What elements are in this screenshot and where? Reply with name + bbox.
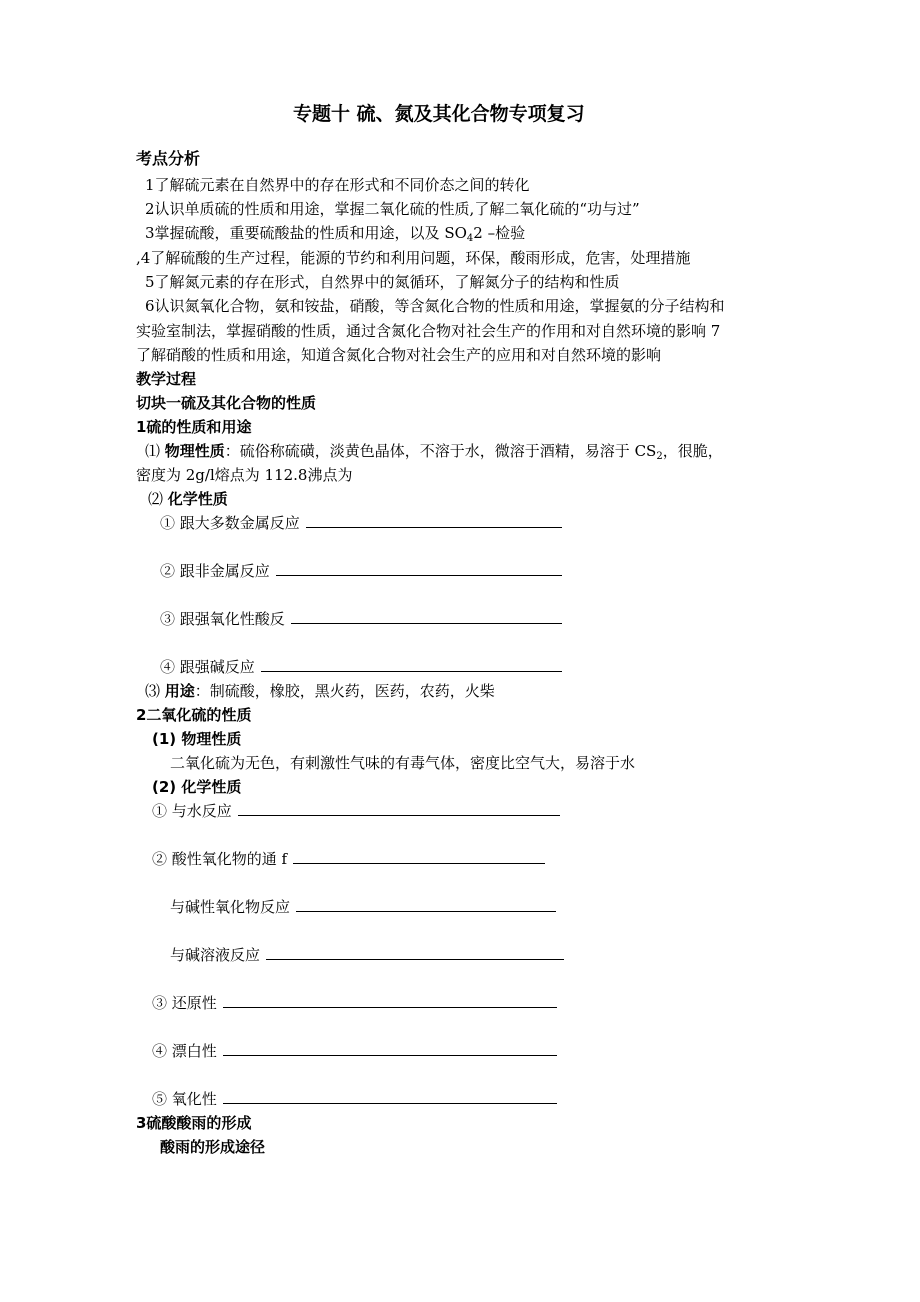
sulfur-uses-label: ⑶ — [145, 682, 165, 700]
exam-point-2: 2认识单质硫的性质和用途，掌握二氧化硫的性质,了解二氧化硫的“功与过” — [145, 200, 640, 218]
so2-chem-item-4-label: ④ 漂白性 — [152, 1042, 217, 1060]
sulfur-uses-heading: 用途 — [164, 682, 195, 700]
answer-blank[interactable] — [296, 897, 556, 912]
exam-point-3-text: 3掌握硫酸，重要硫酸盐的性质和用途，以及 SO — [145, 224, 467, 242]
so2-chem-item-1 — [152, 801, 560, 821]
so2-chem-item-2 — [152, 849, 545, 869]
answer-blank[interactable] — [276, 561, 562, 576]
block-title: 切块一硫及其化合物的性质 — [136, 394, 317, 412]
exam-point-3-sub: 4 — [466, 233, 474, 244]
sulfur-physical-label: ⑴ — [145, 442, 165, 460]
sulfur-uses-line — [145, 681, 495, 701]
exam-point-5: 5了解氮元素的存在形式，自然界中的氮循环，了解氮分子的结构和性质 — [145, 273, 620, 291]
answer-blank[interactable] — [266, 945, 564, 960]
answer-blank[interactable] — [291, 609, 562, 624]
so2-chem-item-5 — [152, 1089, 557, 1109]
sulfur-physical-line — [145, 441, 723, 461]
answer-blank[interactable] — [223, 993, 557, 1008]
exam-point-3-tail: 2 –检验 — [473, 224, 526, 242]
sulfur-uses-text: ：制硫酸，橡胶，黑火药，医药，农药，火柴 — [194, 682, 495, 700]
sulfur-chem-item-3 — [160, 609, 562, 629]
page-title: 专题十 硫、氮及其化合物专项复习 — [293, 103, 585, 125]
exam-point-3 — [145, 223, 525, 243]
so2-chem-item-2-label: ② 酸性氧化物的通 f — [152, 850, 288, 868]
section-1-title: 1硫的性质和用途 — [136, 418, 252, 436]
section-3-title: 3硫酸酸雨的形成 — [136, 1114, 252, 1132]
so2-chem-item-2a-label: 与碱性氧化物反应 — [170, 898, 291, 916]
sulfur-physical-line-2: 密度为 2g/l熔点为 112.8沸点为 — [136, 466, 353, 484]
answer-blank[interactable] — [223, 1089, 557, 1104]
answer-blank[interactable] — [223, 1041, 557, 1056]
sulfur-chemical-heading: 化学性质 — [167, 490, 228, 508]
sulfur-chem-item-2 — [160, 561, 562, 581]
so2-chem-item-3 — [152, 993, 557, 1013]
exam-point-1: 1了解硫元素在自然界中的存在形式和不同价态之间的转化 — [145, 176, 530, 194]
so2-physical-heading: (1) 物理性质 — [152, 730, 242, 748]
sulfur-chem-item-3-label: ③ 跟强氧化性酸反 — [160, 610, 285, 628]
exam-point-6: 6认识氮氧化合物，氨和铵盐，硝酸，等含氮化合物的性质和用途，掌握氨的分子结构和 — [145, 297, 725, 315]
so2-chem-item-5-label: ⑤ 氧化性 — [152, 1090, 217, 1108]
section-2-title: 2二氧化硫的性质 — [136, 706, 252, 724]
sulfur-physical-tail: ，很脆， — [662, 442, 723, 460]
so2-chem-item-2b — [170, 945, 564, 965]
answer-blank[interactable] — [238, 801, 560, 816]
so2-chem-item-3-label: ③ 还原性 — [152, 994, 217, 1012]
sulfur-chem-item-1 — [160, 513, 562, 533]
sulfur-chem-item-4-label: ④ 跟强碱反应 — [160, 658, 255, 676]
exam-point-7: 了解硝酸的性质和用途，知道含氮化合物对社会生产的应用和对自然环境的影响 — [136, 346, 662, 364]
so2-chem-item-1-label: ① 与水反应 — [152, 802, 232, 820]
so2-physical-text: 二氧化硫为无色，有刺激性气味的有毒气体，密度比空气大，易溶于水 — [170, 754, 636, 772]
sulfur-chemical-line — [148, 489, 228, 509]
so2-chem-item-2b-label: 与碱溶液反应 — [170, 946, 261, 964]
exam-points-heading: 考点分析 — [136, 149, 201, 168]
so2-chem-item-2a — [170, 897, 556, 917]
sulfur-chem-item-1-label: ① 跟大多数金属反应 — [160, 514, 300, 532]
answer-blank[interactable] — [306, 513, 562, 528]
exam-point-6-cont: 实验室制法，掌握硝酸的性质，通过含氮化合物对社会生产的作用和对自然环境的影响 7 — [136, 322, 721, 340]
answer-blank[interactable] — [261, 657, 562, 672]
sulfur-chem-item-4 — [160, 657, 562, 677]
so2-chemical-heading: (2) 化学性质 — [152, 778, 242, 796]
exam-point-4: ,4了解硫酸的生产过程，能源的节约和利用问题，环保，酸雨形成，危害，处理措施 — [136, 249, 691, 267]
sulfur-chem-item-2-label: ② 跟非金属反应 — [160, 562, 270, 580]
sulfur-physical-heading: 物理性质 — [164, 442, 225, 460]
section-3-subtitle: 酸雨的形成途径 — [160, 1138, 266, 1156]
sulfur-chemical-label: ⑵ — [148, 490, 168, 508]
sulfur-physical-text: ：硫俗称硫磺，淡黄色晶体，不溶于水，微溶于酒精，易溶于 CS — [224, 442, 657, 460]
teaching-heading: 教学过程 — [136, 370, 197, 388]
answer-blank[interactable] — [293, 849, 545, 864]
sulfur-physical-sub: 2 — [656, 451, 663, 462]
so2-chem-item-4 — [152, 1041, 557, 1061]
